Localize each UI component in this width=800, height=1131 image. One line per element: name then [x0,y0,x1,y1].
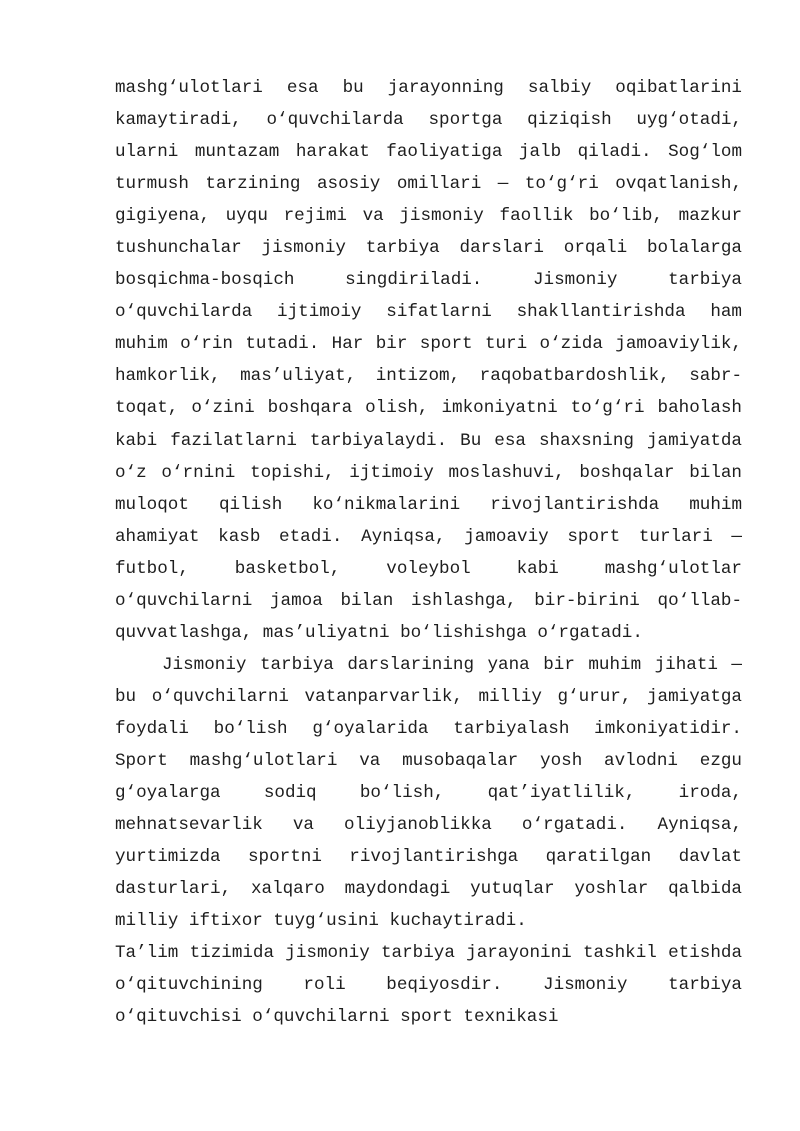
paragraph-2: Jismoniy tarbiya darslarining yana bir muhim jihati — bu o‘quvchilarni vatanparvarlik, milliy g‘urur, jamiyatga foydali bo‘lish g‘oyalarida tarbiyalash imkoniyatidir. Sport mashg‘ulotlari va musobaqalar yosh avlodni ezgu g‘oyalarga sodiq bo‘lish, qat’iyatlilik, iroda, mehnatsevarlik va oliyjanoblikka o‘rgatadi. Ayniqsa, yurtimizda sportni rivojlantirishga qaratilgan davlat dasturlari, xalqaro maydondagi yutuqlar yoshlar qalbida milliy iftixor tuyg‘usini kuchaytiradi. [115,654,742,932]
paragraph-3: Ta’lim tizimida jismoniy tarbiya jarayonini tashkil etishda o‘qituvchining roli beqiyosdir. Jismoniy tarbiya o‘qituvchisi o‘quvchilarni sport texnikasi [115,943,742,1028]
document-page [115,72,742,1033]
paragraph-1: mashg‘ulotlari esa bu jarayonning salbiy oqibatlarini kamaytiradi, o‘quvchilarda sportga qiziqish uyg‘otadi, ularni muntazam harakat faoliyatiga jalb qiladi. Sog‘lom turmush tarzining asosiy omillari — to‘g‘ri ovqatlanish, gigiyena, uyqu rejimi va jismoniy faollik bo‘lib, mazkur tushunchalar jismoniy tarbiya darslari orqali bolalarga bosqichma-bosqich singdiriladi. Jismoniy tarbiya o‘quvchilarda ijtimoiy sifatlarni shakllantirishda ham muhim o‘rin tutadi. Har bir sport turi o‘zida jamoaviylik, hamkorlik, mas’uliyat, intizom, raqobatbardoshlik, sabr-toqat, o‘zini boshqara olish, imkoniyatni to‘g‘ri baholash kabi fazilatlarni tarbiyalaydi. Bu esa shaxsning jamiyatda o‘z o‘rnini topishi, ijtimoiy moslashuvi, boshqalar bilan muloqot qilish ko‘nikmalarini rivojlantirishda muhim ahamiyat kasb etadi. Ayniqsa, jamoaviy sport turlari — futbol, basketbol, voleybol kabi mashg‘ulotlar o‘quvchilarni jamoa bilan ishlashga, bir-birini qo‘llab-quvvatlashga, mas’uliyatni bo‘lishishga o‘rgatadi. [115,78,742,643]
